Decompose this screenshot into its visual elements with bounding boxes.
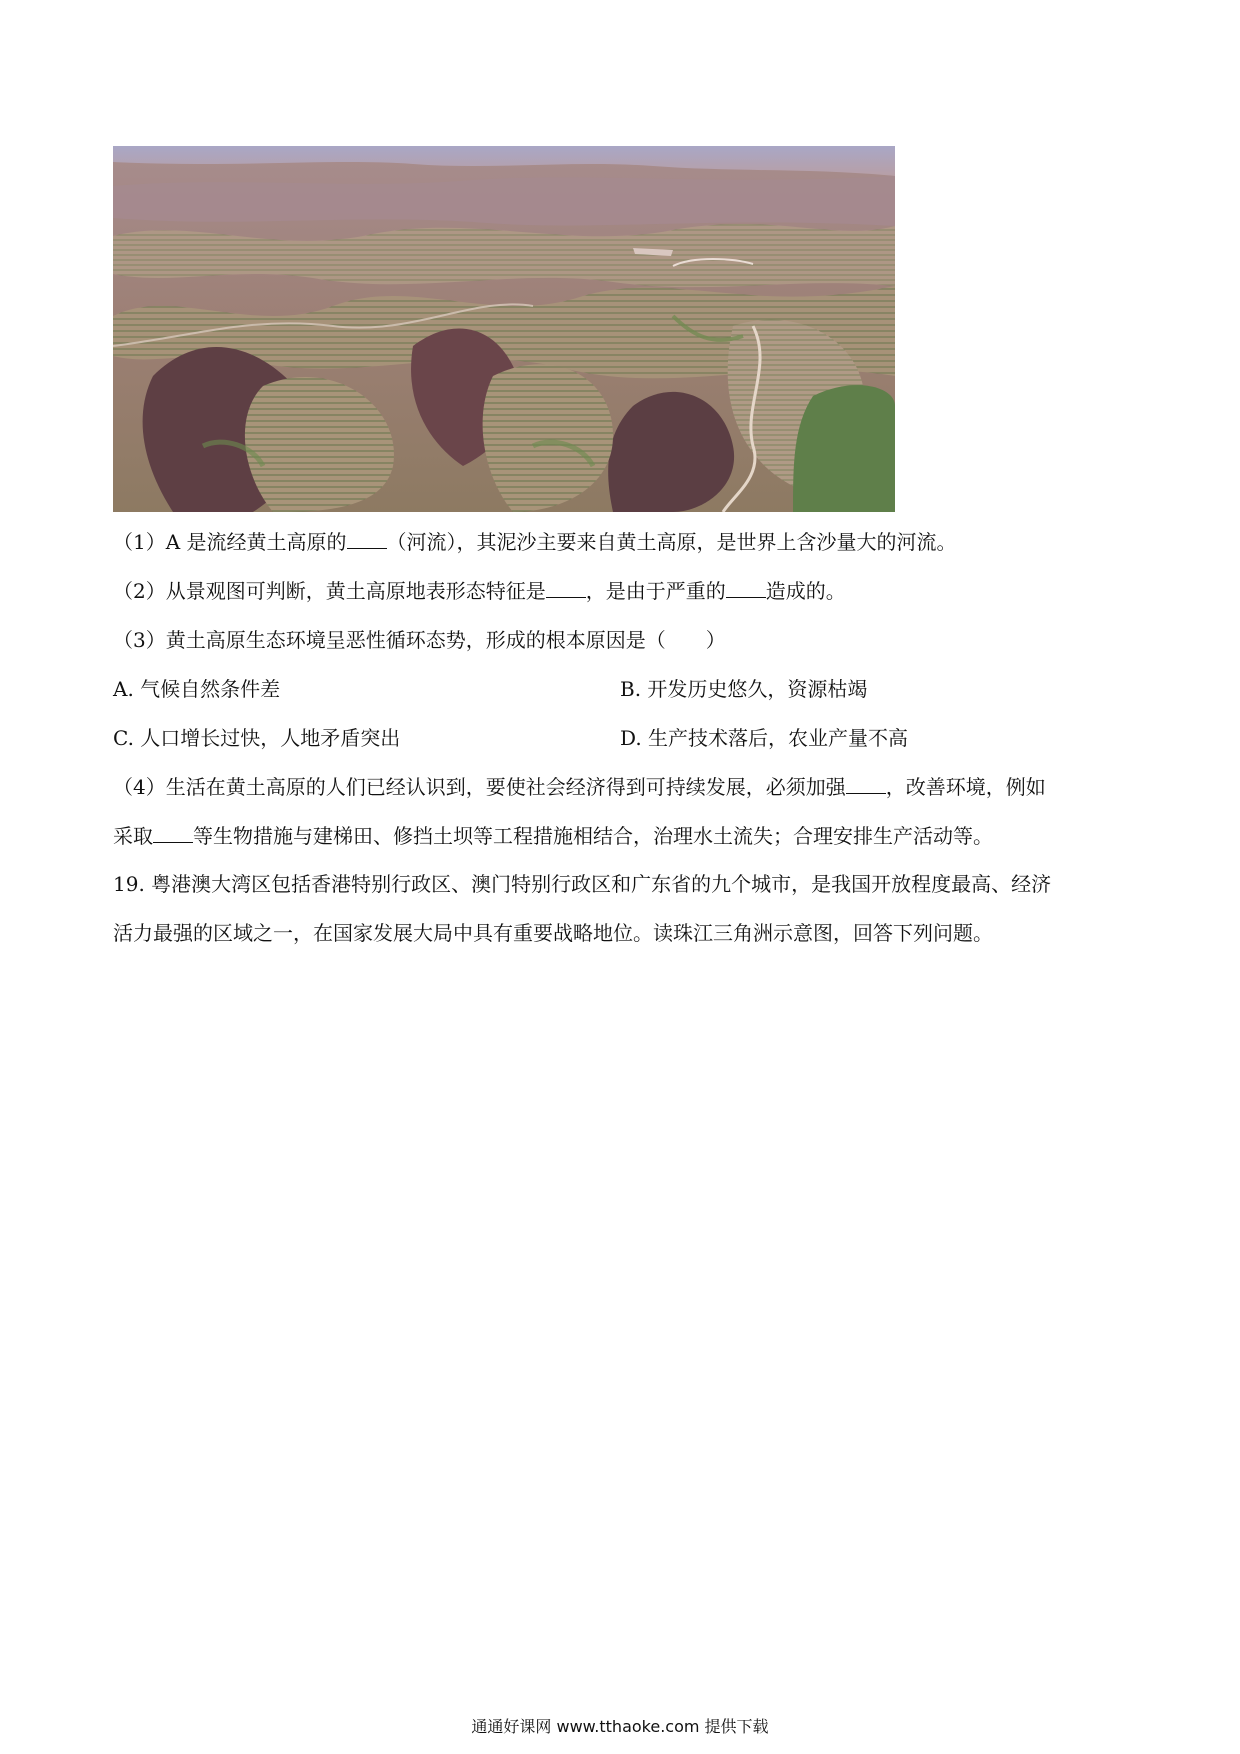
loess-plateau-photo [113,146,895,512]
question-18-part-2 [113,577,1133,605]
q3-stem: （3）黄土高原生态环境呈恶性循环态势，形成的根本原因是（ ） [113,628,726,652]
q1-text-1: （1）A 是流经黄土高原的 [113,530,347,554]
option-b[interactable]: B. 开发历史悠久，资源枯竭 [620,677,868,701]
question-19-line-2: 活力最强的区域之一，在国家发展大局中具有重要战略地位。读珠江三角洲示意图，回答下列问题。 [113,921,993,945]
question-18-part-1 [113,528,1133,556]
answer-blank[interactable] [347,528,387,549]
q1-text-2: （河流），其泥沙主要来自黄土高原，是世界上含沙量大的河流。 [386,530,957,554]
loess-plateau-terraced-hills-photo [113,146,895,512]
question-18-part-4-line-2 [113,822,1133,850]
answer-blank[interactable] [846,773,886,794]
option-c[interactable]: C. 人口增长过快，人地矛盾突出 [113,726,401,750]
q4-text-3: 采取 [113,824,153,848]
q4-text-1: （4）生活在黄土高原的人们已经认识到，要使社会经济得到可持续发展，必须加强 [113,775,846,799]
question-18-part-3 [113,626,1133,654]
q2-text-2: ，是由于严重的 [585,579,726,603]
option-d[interactable]: D. 生产技术落后，农业产量不高 [620,726,909,750]
q4-text-4: 等生物措施与建梯田、修挡土坝等工程措施相结合，治理水土流失；合理安排生产活动等。 [193,824,993,848]
question-18-part-4-line-1 [113,773,1133,801]
q4-text-2: ，改善环境，例如 [885,775,1046,799]
q2-text-1: （2）从景观图可判断，黄土高原地表形态特征是 [113,579,546,603]
option-a[interactable]: A. 气候自然条件差 [113,677,281,701]
q2-text-3: 造成的。 [765,579,846,603]
page-footer: 通通好课网 www.tthaoke.com 提供下载 [471,1717,769,1736]
answer-blank[interactable] [726,577,766,598]
question-19-line-1: 19. 粤港澳大湾区包括香港特别行政区、澳门特别行政区和广东省的九个城市，是我国开放程度最高、经济 [113,872,1052,896]
answer-blank[interactable] [153,822,193,843]
answer-blank[interactable] [546,577,586,598]
